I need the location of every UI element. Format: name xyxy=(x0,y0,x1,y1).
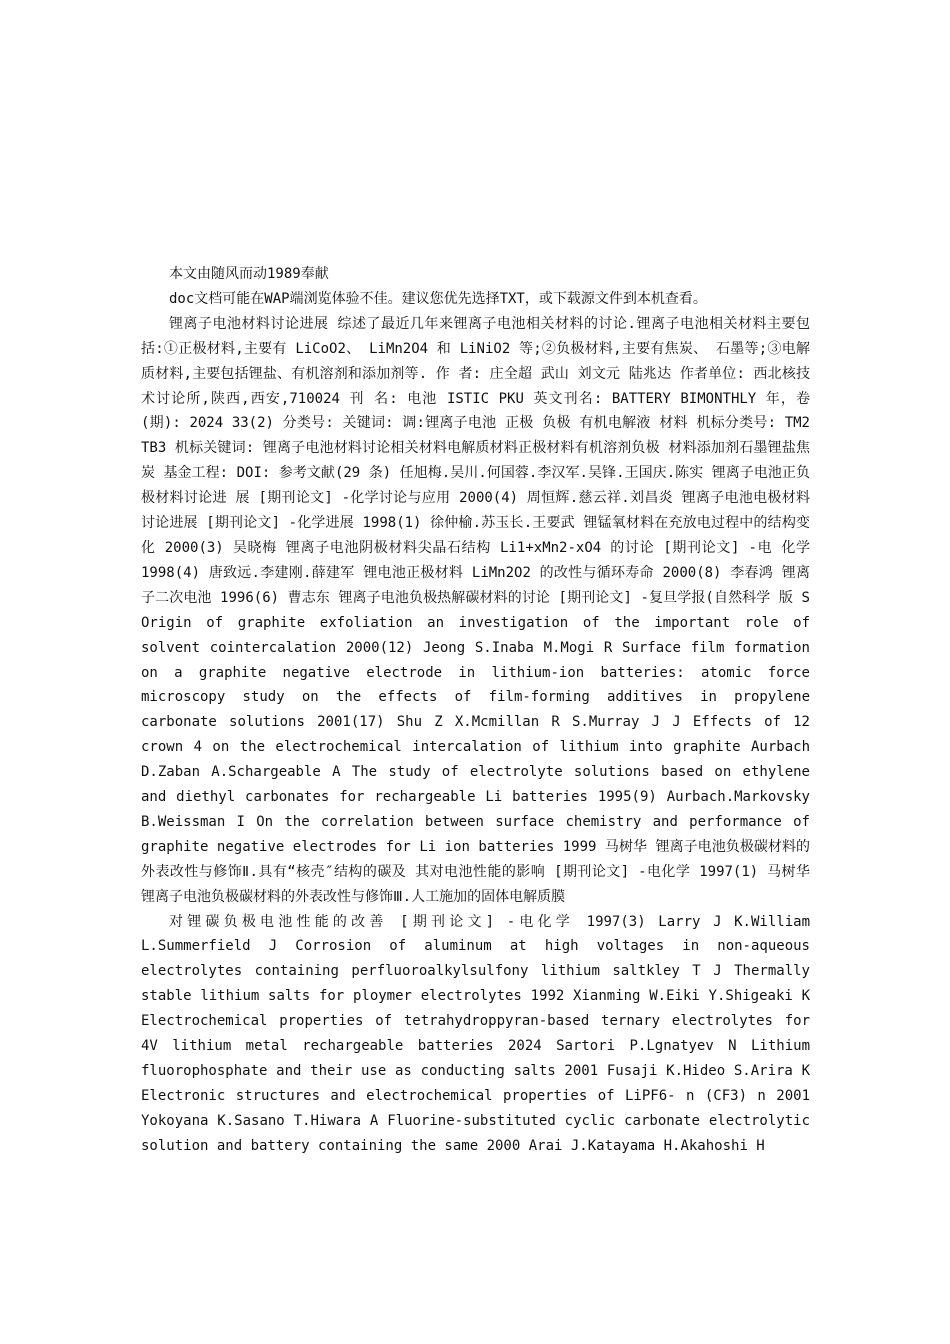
document-page xyxy=(141,262,810,1159)
article-body-continued: 对锂碳负极电池性能的改善 [期刊论文] -电化学 1997(3) Larry J K.William L.Summerfield J Corrosion of aluminum at high voltages in non-aqueous electrolytes containing perfluoroalkylsulfony lithium saltkley T J Thermally stable lithium salts for ploymer electrolytes 1992 Xianming W.Eiki Y.Shigeaki K Electrochemical properties of tetrahydroppyran-based ternary electrolytes for 4V lithium metal rechargeable batteries 2024 Sartori P.Lgnatyev N Lithium fluorophosphate and their use as conducting salts 2001 Fusaji K.Hideo S.Arira K Electronic structures and electrochemical properties of LiPF6- n (CF3) n 2001 Yokoyana K.Sasano T.Hiwara A Fluorine-substituted cyclic carbonate electrolytic solution and battery containing the same 2000 Arai J.Katayama H.Akahoshi H xyxy=(141,913,810,1154)
credit-line: 本文由随风而动1989奉献 xyxy=(169,266,329,282)
format-notice: doc文档可能在WAP端浏览体验不佳。建议您优先选择TXT，或下载源文件到本机查看。 xyxy=(169,290,707,307)
article-body: 锂离子电池材料讨论进展 综述了最近几年来锂离子电池相关材料的讨论.锂离子电池相关材料主要包 括:①正极材料,主要有 LiCoO2、 LiMn2O4 和 LiNiO2 等;②负极材料,主要有焦炭、 石墨等;③电解质材料,主要包括锂盐、有机溶剂和添加剂等. 作 者: 庄全超 武山 刘文元 陆兆达 作者单位: 西北核技术讨论所,陕西,西安,710024 刊 名: 电池 ISTIC PKU 英文刊名: BATTERY BIMONTHLY 年，卷(期): 2024 33(2) 分类号: 关键词: 调:锂离子电池 正极 负极 有机电解液 材料 机标分类号: TM2 TB3 机标关键词: 锂离子电池材料讨论相关材料电解质材料正极材料有机溶剂负极 材料添加剂石墨锂盐焦炭 基金工程: DOI: 参考文献(29 条) 任旭梅.吴川.何国蓉.李汉军.吴锋.王国庆.陈实 锂离子电池正负极材料讨论进 展 [期刊论文] -化学讨论与应用 2000(4) 周恒辉.慈云祥.刘昌炎 锂离子电池电极材料讨论进展 [期刊论文] -化学进展 1998(1) 徐仲榆.苏玉长.王要武 锂锰氧材料在充放电过程中的结构变化 2000(3) 吴晓梅 锂离子电池阴极材料尖晶石结构 Li1+xMn2-xO4 的讨论 [期刊论文] -电 化学 1998(4) 唐致远.李建刚.薛建军 锂电池正极材料 LiMn2O2 的改性与循环寿命 2000(8) 李春鸿 锂离子二次电池 1996(6) 曹志东 锂离子电池负极热解碳材料的讨论 [期刊论文] -复旦学报(自然科学 版 S Origin of graphite exfoliation an investigation of the important role of solvent cointercalation 2000(12) Jeong S.Inaba M.Mogi R Surface film formation on a graphite negative electrode in lithium-ion batteries: atomic force microscopy study on the effects of film-forming additives in propylene carbonate solutions 2001(17) Shu Z X.Mcmillan R S.Murray J J Effects of 12 crown 4 on the electrochemical intercalation of lithium into graphite Aurbach D.Zaban A.Schargeable A The study of electrolyte solutions based on ethylene and diethyl carbonates for rechargeable Li batteries 1995(9) Aurbach.Markovsky B.Weissman I On the correlation between surface chemistry and performance of graphite negative electrodes for Li ion batteries 1999 马树华 锂离子电池负极碳材料的外表改性与修饰Ⅱ.具有“核壳″结构的碳及 其对电池性能的影响 [期刊论文] -电化学 1997(1) 马树华 锂离子电池负极碳材料的外表改性与修饰Ⅲ.人工施加的固体电解质膜 xyxy=(141,315,810,905)
